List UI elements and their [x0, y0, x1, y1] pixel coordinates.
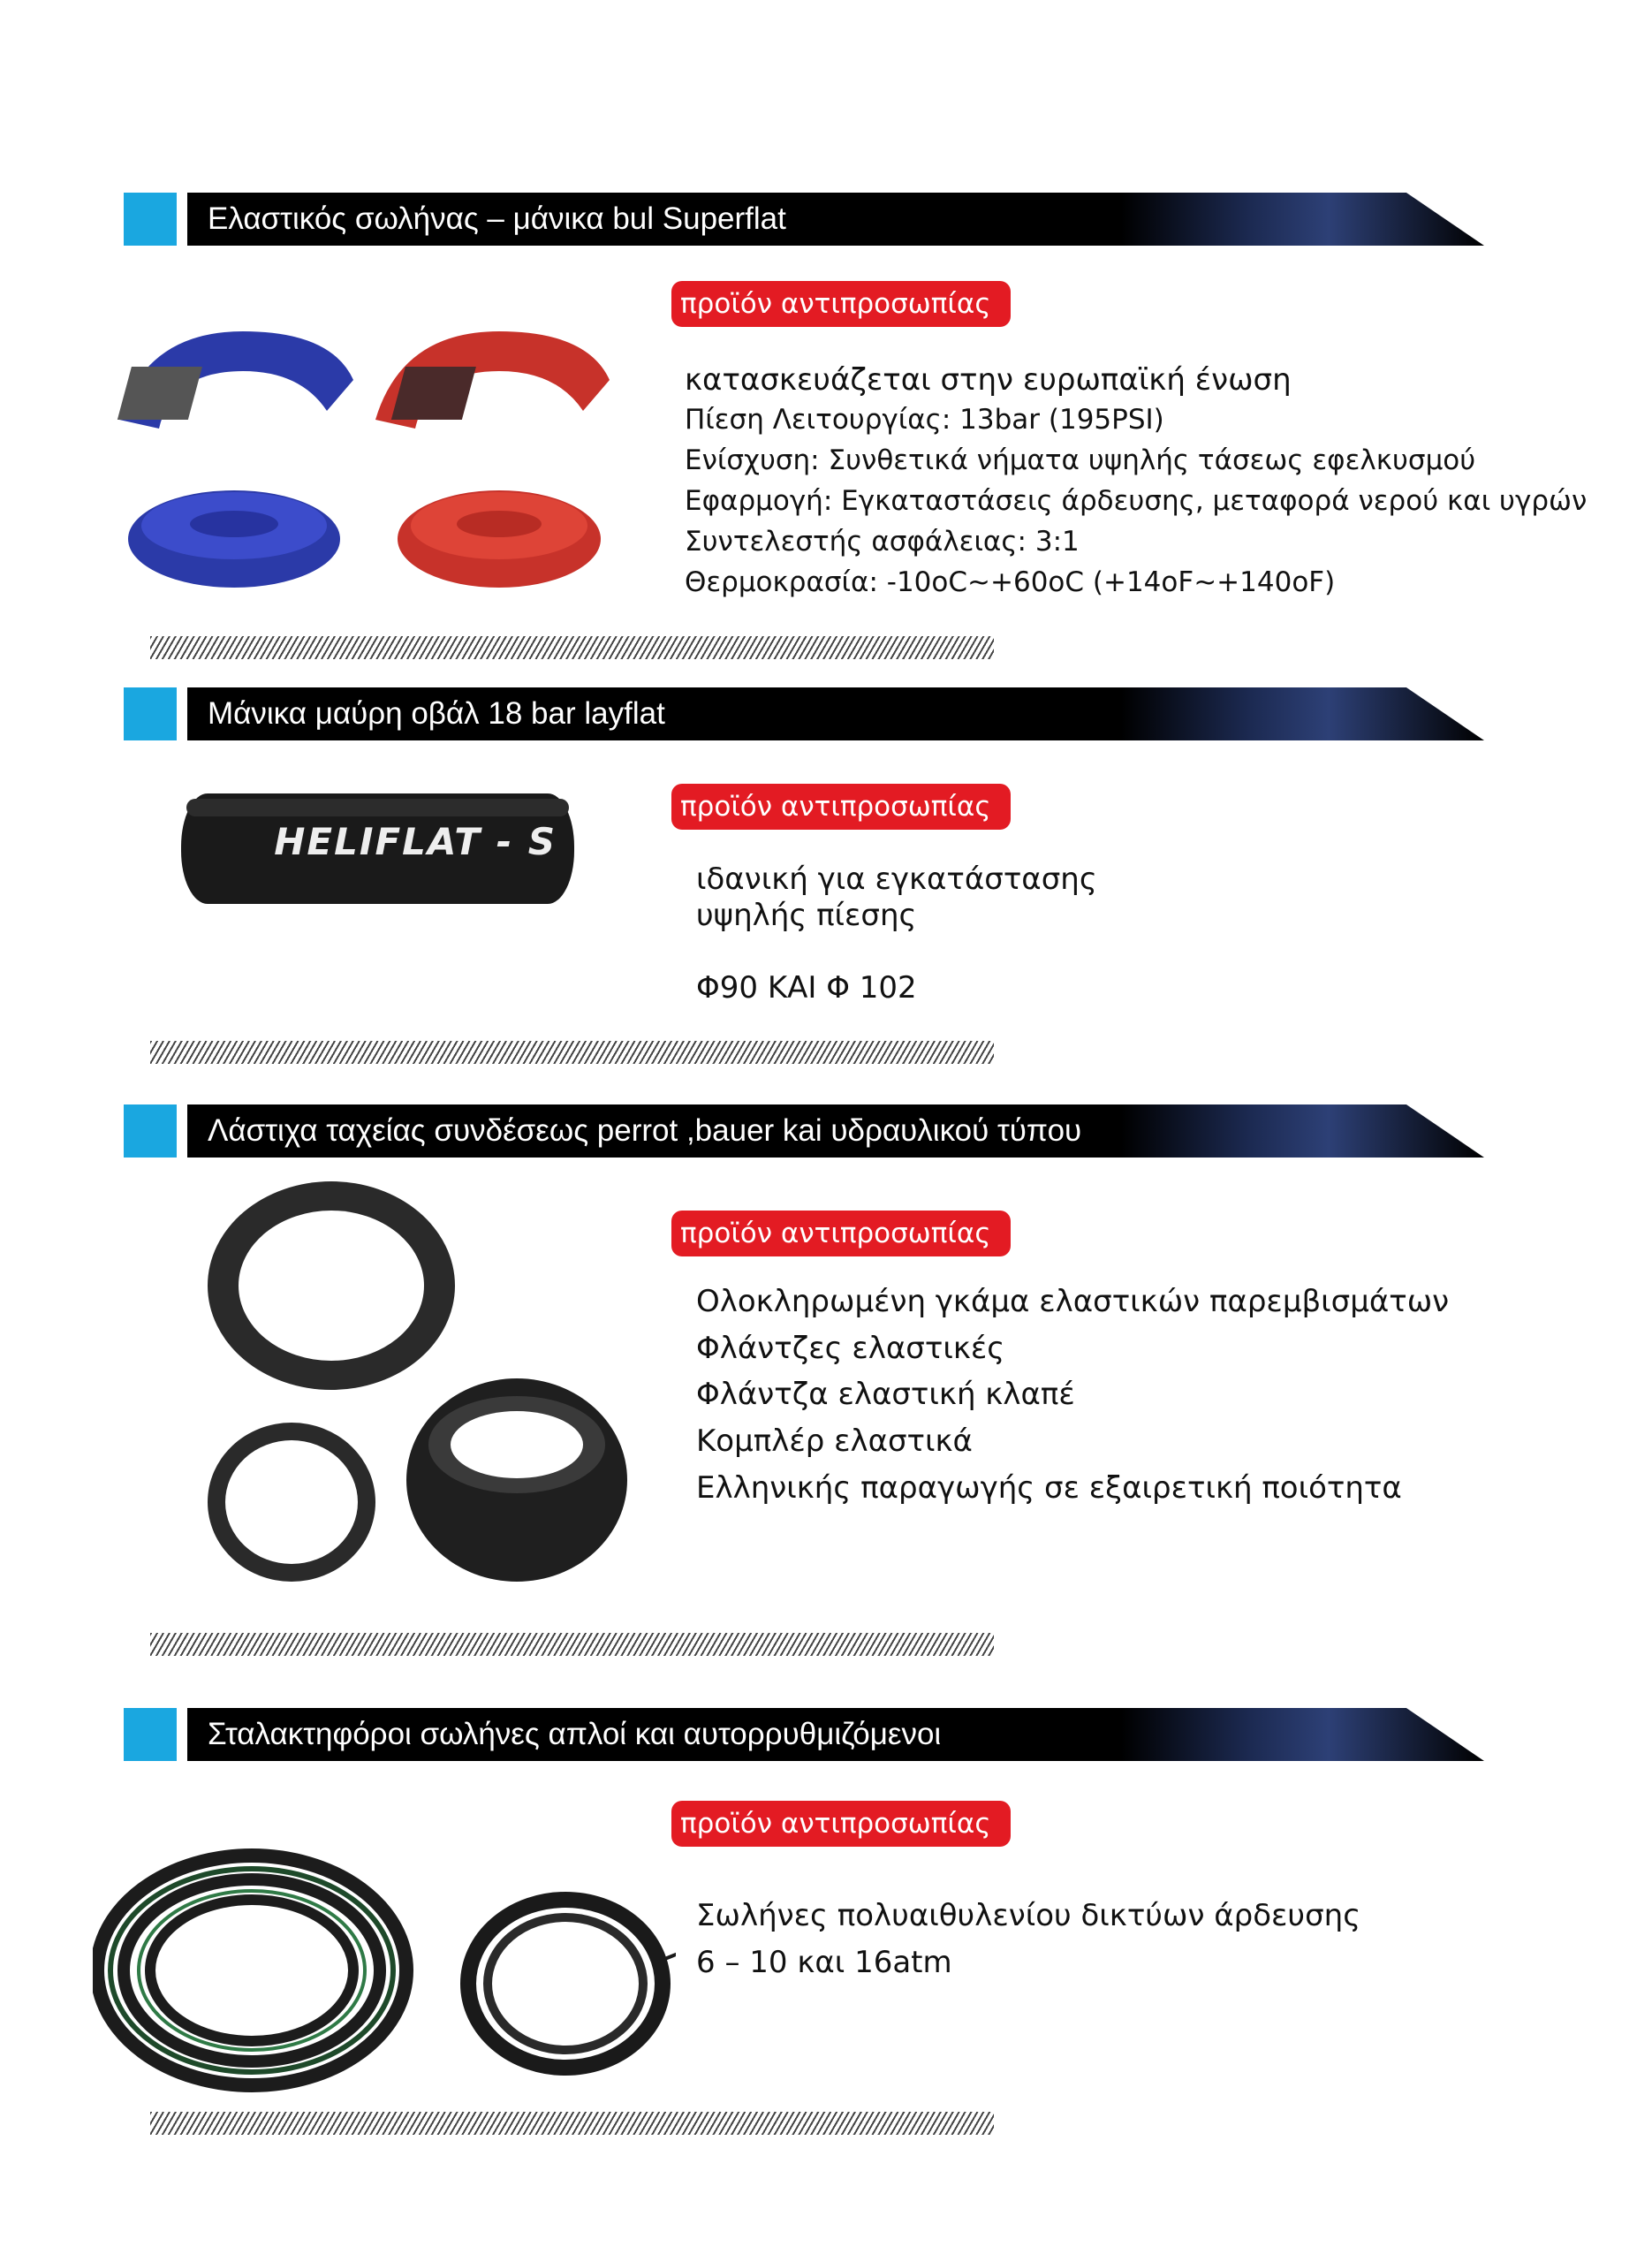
header-accent-square — [124, 193, 177, 246]
dealer-product-badge: προϊόν αντιπροσωπίας — [671, 281, 1011, 327]
product-line: Ελληνικής παραγωγής σε εξαιρετική ποιότητα — [696, 1470, 1402, 1506]
hatch-divider — [150, 636, 994, 659]
dealer-product-badge: προϊόν αντιπροσωπίας — [671, 1211, 1011, 1256]
product-line: Θερμοκρασία: -10oC~+60oC (+14oF~+140oF) — [685, 566, 1336, 598]
rubber-gaskets-image — [199, 1180, 645, 1599]
product-line: κατασκευάζεται στην ευρωπαϊκή ένωση — [685, 362, 1292, 398]
superflat-hose-image — [110, 314, 623, 614]
product-line: Ολοκληρωμένη γκάμα ελαστικών παρεμβισμάτων — [696, 1284, 1450, 1319]
hatch-divider — [150, 2112, 994, 2135]
dealer-product-badge: προϊόν αντιπροσωπίας — [671, 784, 1011, 830]
product-line: Φ90 ΚΑΙ Φ 102 — [696, 970, 917, 1006]
product-line: Πίεση Λειτουργίας: 13bar (195PSI) — [685, 404, 1164, 436]
section-header — [124, 1104, 1484, 1158]
product-line: Ενίσχυση: Συνθετικά νήματα υψηλής τάσεως εφελκυσμού — [685, 444, 1476, 476]
header-accent-square — [124, 1708, 177, 1761]
product-line: ιδανική για εγκατάστασης — [696, 862, 1097, 897]
product-line: Κομπλέρ ελαστικά — [696, 1423, 973, 1459]
product-line: Εφαρμογή: Εγκαταστάσεις άρδευσης, μεταφορά νερού και υγρών — [685, 485, 1588, 517]
section-title: Μάνικα μαύρη οβάλ 18 bar layflat — [208, 696, 665, 731]
drip-pipes-image — [93, 1838, 676, 2103]
header-accent-square — [124, 687, 177, 740]
section-header — [124, 1708, 1484, 1761]
section-title: Ελαστικός σωλήνας – μάνικα bul Superflat — [208, 201, 786, 236]
product-line: υψηλής πίεσης — [696, 898, 917, 933]
hose-label: HELIFLAT - S — [274, 820, 557, 863]
header-accent-square — [124, 1104, 177, 1158]
section-header — [124, 687, 1484, 740]
hatch-divider — [150, 1633, 994, 1656]
product-line: Σωλήνες πολυαιθυλενίου δικτύων άρδευσης — [696, 1898, 1361, 1933]
dealer-product-badge: προϊόν αντιπροσωπίας — [671, 1801, 1011, 1847]
product-line: 6 – 10 και 16atm — [696, 1945, 952, 1980]
section-title: Λάστιχα ταχείας συνδέσεως perrot ,bauer kai υδραυλικού τύπου — [208, 1113, 1082, 1148]
product-line: Φλάντζες ελαστικές — [696, 1331, 1005, 1366]
hatch-divider — [150, 1041, 994, 1064]
section-title: Σταλακτηφόροι σωλήνες απλοί και αυτορρυθμιζόμενοι — [208, 1717, 942, 1751]
product-line: Φλάντζα ελαστική κλαπέ — [696, 1377, 1075, 1412]
heliflat-hose-image — [181, 793, 574, 904]
product-line: Συντελεστής ασφάλειας: 3:1 — [685, 526, 1080, 558]
section-header — [124, 193, 1484, 246]
